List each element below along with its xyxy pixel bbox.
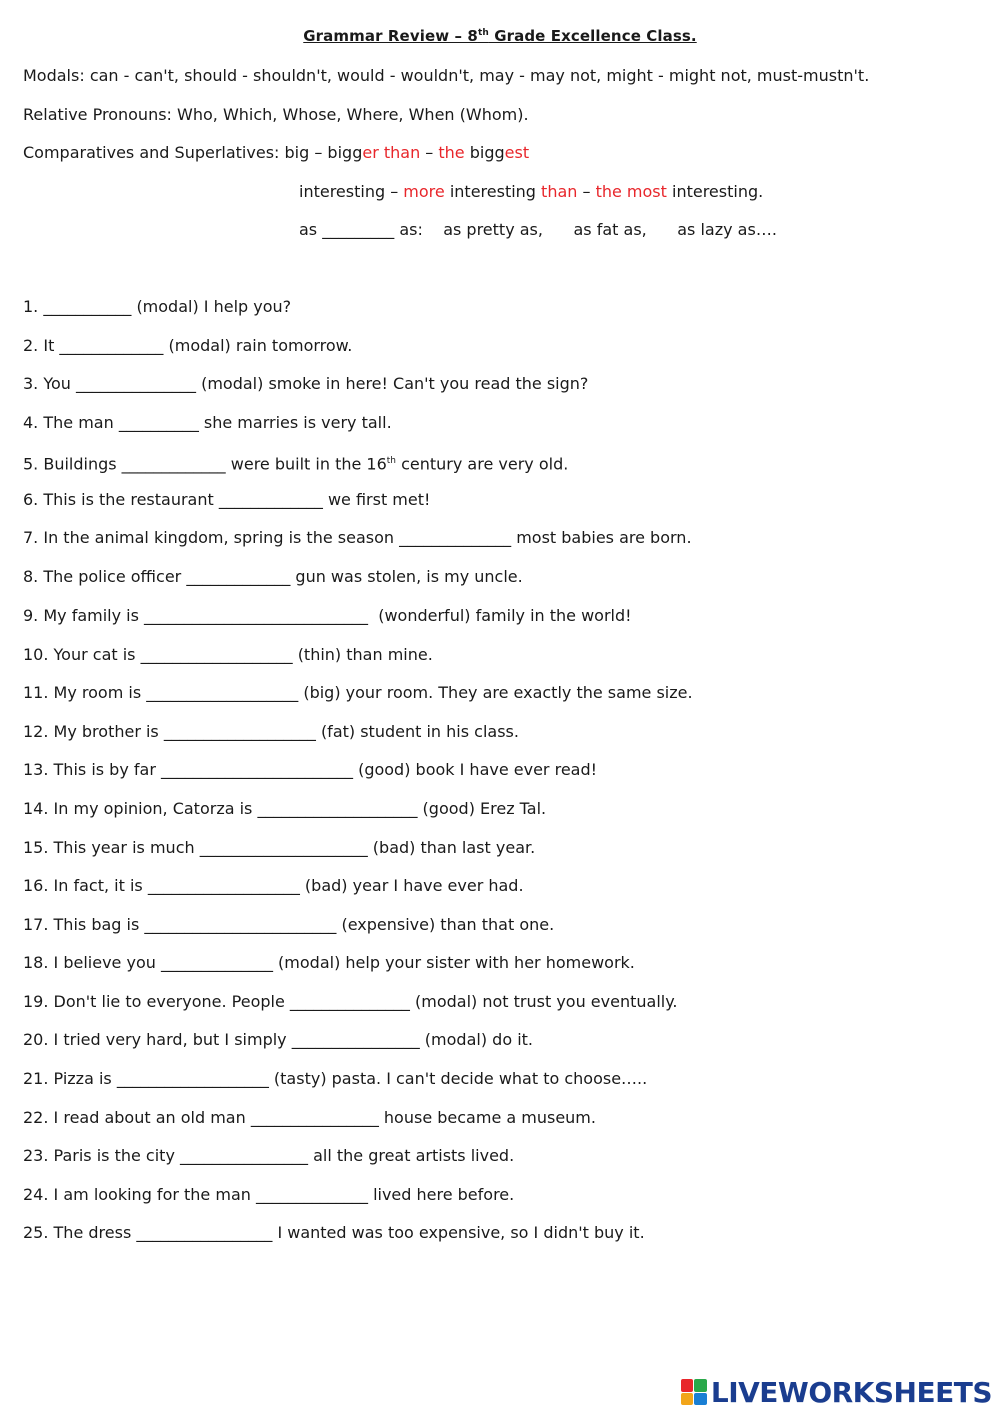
question-7[interactable]: 7. In the animal kingdom, spring is the season ______________ most babies are born. [23, 528, 692, 547]
comparatives-reference: Comparatives and Superlatives: big – bigger than – the biggest [23, 143, 530, 162]
question-17[interactable]: 17. This bag is ________________________ (expensive) than that one. [23, 915, 555, 934]
question-10[interactable]: 10. Your cat is ___________________ (thin) than mine. [23, 645, 433, 664]
question-21[interactable]: 21. Pizza is ___________________ (tasty) pasta. I can't decide what to choose….. [23, 1069, 648, 1088]
liveworksheets-icon [681, 1379, 707, 1405]
question-25[interactable]: 25. The dress _________________ I wanted was too expensive, so I didn't buy it. [23, 1223, 645, 1242]
logo-square-blue [694, 1393, 707, 1406]
liveworksheets-wordmark: LIVEWORKSHEETS [710, 1375, 992, 1409]
question-11[interactable]: 11. My room is ___________________ (big) your room. They are exactly the same size. [23, 683, 693, 702]
interesting-example: interesting – more interesting than – the most interesting. [299, 182, 764, 201]
question-5[interactable]: 5. Buildings _____________ were built in the 16th century are very old. [23, 454, 569, 474]
liveworksheets-logo[interactable] [681, 1377, 992, 1407]
question-14[interactable]: 14. In my opinion, Catorza is ____________________ (good) Erez Tal. [23, 799, 547, 818]
question-15[interactable]: 15. This year is much _____________________ (bad) than last year. [23, 838, 536, 857]
question-22[interactable]: 22. I read about an old man ________________ house became a museum. [23, 1108, 596, 1127]
question-8[interactable]: 8. The police officer _____________ gun was stolen, is my uncle. [23, 567, 523, 586]
question-18[interactable]: 18. I believe you ______________ (modal) help your sister with her homework. [23, 953, 635, 972]
question-2[interactable]: 2. It _____________ (modal) rain tomorrow. [23, 336, 353, 355]
logo-square-red [681, 1379, 694, 1392]
question-6[interactable]: 6. This is the restaurant _____________ we first met! [23, 490, 431, 509]
page-title: Grammar Review – 8th Grade Excellence Class. [303, 27, 697, 45]
question-13[interactable]: 13. This is by far ________________________ (good) book I have ever read! [23, 760, 598, 779]
question-3[interactable]: 3. You _______________ (modal) smoke in here! Can't you read the sign? [23, 374, 589, 393]
as-as-example: as _________ as: as pretty as, as fat as, as lazy as…. [299, 220, 777, 239]
question-12[interactable]: 12. My brother is ___________________ (fat) student in his class. [23, 722, 519, 741]
question-9[interactable]: 9. My family is ____________________________ (wonderful) family in the world! [23, 606, 632, 625]
question-19[interactable]: 19. Don't lie to everyone. People _______________ (modal) not trust you eventually. [23, 992, 678, 1011]
question-16[interactable]: 16. In fact, it is ___________________ (bad) year I have ever had. [23, 876, 524, 895]
logo-square-orange [681, 1393, 694, 1406]
question-24[interactable]: 24. I am looking for the man ______________ lived here before. [23, 1185, 515, 1204]
question-4[interactable]: 4. The man __________ she marries is very tall. [23, 413, 392, 432]
modals-reference: Modals: can - can't, should - shouldn't, would - wouldn't, may - may not, might - might not, must-mustn't. [23, 66, 870, 85]
question-20[interactable]: 20. I tried very hard, but I simply ________________ (modal) do it. [23, 1030, 533, 1049]
question-1[interactable]: 1. ___________ (modal) I help you? [23, 297, 292, 316]
question-23[interactable]: 23. Paris is the city ________________ all the great artists lived. [23, 1146, 515, 1165]
relative-pronouns-reference: Relative Pronouns: Who, Which, Whose, Where, When (Whom). [23, 105, 529, 124]
logo-square-green [694, 1379, 707, 1392]
